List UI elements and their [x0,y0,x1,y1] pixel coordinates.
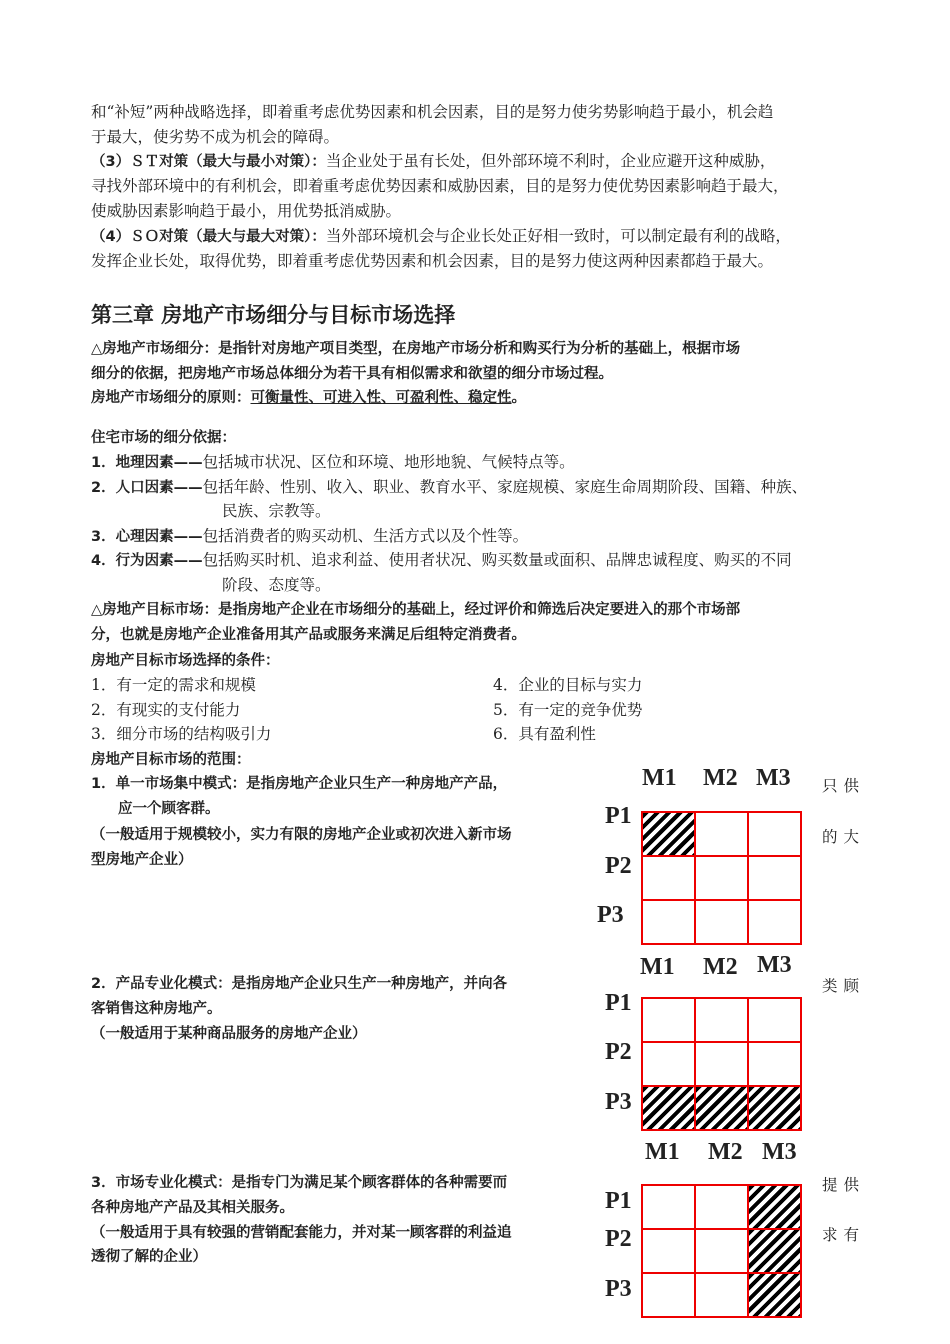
cell-p3-m3 [748,1086,801,1130]
st-line2: 寻找外部环境中的有利机会，即着重考虑优势因素和威胁因素，目的是努力使优势因素影响趋于最大， [91,177,789,195]
mode1-line2: 应一个顾客群。 [118,801,220,817]
cell-p1-m3 [748,998,801,1042]
p1-label: P1 [605,1188,632,1214]
cell-p3-m1 [642,1086,695,1130]
matrix-mode3 [641,1184,802,1318]
mode1-line4: 型房地产企业） [91,852,193,868]
cell-p2-m3 [748,856,801,900]
cell-p1-m2 [695,1185,748,1229]
m3-label: M3 [757,952,792,978]
mode3-line2: 各种房地产产品及其相关服务。 [91,1200,294,1216]
so-text: 当外部环境机会与企业长处正好相一致时，可以制定最有利的战略， [325,227,791,245]
housing-title: 住宅市场的细分依据： [91,430,236,446]
m2-label: M2 [703,954,738,980]
seg-def-line2: 细分的依据，把房地产市场总体细分为若干具有相似需求和欲望的细分市场过程。 [91,366,613,382]
factor-geo-head: 1．地理因素—— [91,455,203,471]
factor-geo [91,452,575,473]
cell-p2-m1 [642,1229,695,1273]
cell-p2-m2 [695,856,748,900]
cell-p3-m1 [642,900,695,944]
m1-label: M1 [640,954,675,980]
matrix-mode1 [641,811,802,945]
factor-psy [91,526,528,547]
factor-pop-text: 包括年龄、性别、收入、职业、教育水平、家庭规模、家庭生命周期阶段、国籍、种族、 [202,478,808,496]
m3-label: M3 [762,1139,797,1165]
principle-items: 可衡量性、可进入性、可盈利性、稳定性 [250,390,512,406]
cell-p3-m3 [748,900,801,944]
p2-label: P2 [605,1039,632,1065]
m3-label: M3 [756,765,791,791]
cell-p1-m1 [642,812,695,856]
p2-label: P2 [605,853,632,879]
cell-p3-m1 [642,1273,695,1317]
p3-label: P3 [597,902,624,928]
condition-4: 4．企业的目标与实力 [493,676,643,694]
cell-p2-m2 [695,1229,748,1273]
principle-end: 。 [511,390,526,406]
chapter-title: 第三章 房地产市场细分与目标市场选择 [91,303,456,327]
factor-psy-head: 3．心理因素—— [91,529,203,545]
factor-beh [91,550,792,571]
mode2-line3: （一般适用于某种商品服务的房地产企业） [91,1026,367,1042]
mode3-side1: 提供 [822,1176,866,1194]
para1-line1: 和“补短”两种战略选择，即着重考虑优势因素和机会因素，目的是努力使劣势影响趋于最小，机会趋 [91,103,774,121]
target-def-line2: 分，也就是房地产企业准备用其产品或服务来满足后组特定消费者。 [91,627,526,643]
factor-pop-head: 2．人口因素—— [91,480,203,496]
cell-p1-m1 [642,998,695,1042]
st-text: 当企业处于虽有长处，但外部环境不利时，企业应避开这种威胁， [325,152,776,170]
factor-beh-text: 包括购买时机、追求利益、使用者状况、购买数量或面积、品牌忠诚程度、购买的不同 [202,551,792,569]
p2-label: P2 [605,1226,632,1252]
scope-title: 房地产目标市场的范围： [91,752,251,768]
m2-label: M2 [708,1139,743,1165]
mode1-line3: （一般适用于规模较小，实力有限的房地产企业或初次进入新市场 [91,827,512,843]
cell-p2-m1 [642,1042,695,1086]
factor-psy-text: 包括消费者的购买动机、生活方式以及个性等。 [202,527,529,545]
cell-p3-m2 [695,900,748,944]
p3-label: P3 [605,1276,632,1302]
condition-5: 5．有一定的竞争优势 [493,701,643,719]
so-line2: 发挥企业长处，取得优势，即着重考虑优势因素和机会因素，目的是努力使这两种因素都趋于最大。 [91,252,774,270]
principle-line [91,388,526,408]
mode2-line1: 2．产品专业化模式：是指房地产企业只生产一种房地产，并向各 [91,976,508,992]
so-line1 [91,226,791,247]
st-line3: 使威胁因素影响趋于最小，用优势抵消威胁。 [91,202,402,220]
cell-p2-m3 [748,1042,801,1086]
cell-p1-m2 [695,812,748,856]
cell-p1-m2 [695,998,748,1042]
factor-geo-text: 包括城市状况、区位和环境、地形地貌、气候特点等。 [202,453,575,471]
p3-label: P3 [605,1089,632,1115]
factor-pop [91,477,807,498]
mode1-side2: 的大 [822,828,866,846]
mode3-line1: 3．市场专业化模式：是指专门为满足某个顾客群体的各种需要而 [91,1175,508,1191]
cell-p3-m2 [695,1273,748,1317]
factor-pop-cont: 民族、宗教等。 [222,502,331,520]
cell-p2-m3 [748,1229,801,1273]
m1-label: M1 [645,1139,680,1165]
cell-p1-m3 [748,812,801,856]
matrix-mode2 [641,997,802,1131]
cell-p1-m1 [642,1185,695,1229]
cell-p3-m3 [748,1273,801,1317]
condition-1: 1．有一定的需求和规模 [91,676,256,694]
mode2-side1: 类顾 [822,977,866,995]
condition-2: 2．有现实的支付能力 [91,701,241,719]
mode3-line4: 透彻了解的企业） [91,1249,207,1265]
m1-label: M1 [642,765,677,791]
p1-label: P1 [605,990,632,1016]
principle-label: 房地产市场细分的原则： [91,390,251,406]
mode3-side2: 求有 [822,1226,866,1244]
mode1-line1: 1．单一市场集中模式：是指房地产企业只生产一种房地产产品， [91,776,508,792]
cell-p3-m2 [695,1086,748,1130]
mode2-line2: 客销售这种房地产。 [91,1001,222,1017]
m2-label: M2 [703,765,738,791]
target-def-line1: △房地产目标市场：是指房地产企业在市场细分的基础上，经过评价和筛选后决定要进入的那个市场部 [91,602,741,618]
cell-p2-m1 [642,856,695,900]
st-heading: （3）ＳＴ对策（最大与最小对策）： [91,154,326,170]
factor-beh-cont: 阶段、态度等。 [222,576,331,594]
factor-beh-head: 4．行为因素—— [91,553,203,569]
mode1-side1: 只供 [822,777,866,795]
condition-6: 6．具有盈利性 [493,725,596,743]
mode3-line3: （一般适用于具有较强的营销配套能力，并对某一顾客群的利益追 [91,1225,512,1241]
p1-label: P1 [605,803,632,829]
so-heading: （4）ＳＯ对策（最大与最大对策）： [91,229,326,245]
cell-p1-m3 [748,1185,801,1229]
st-line1 [91,151,775,172]
conditions-title: 房地产目标市场选择的条件： [91,653,280,669]
condition-3: 3．细分市场的结构吸引力 [91,725,272,743]
cell-p2-m2 [695,1042,748,1086]
seg-def-line1: △房地产市场细分：是指针对房地产项目类型，在房地产市场分析和购买行为分析的基础上，根据市场 [91,341,741,357]
para1-line2: 于最大，使劣势不成为机会的障碍。 [91,128,340,146]
